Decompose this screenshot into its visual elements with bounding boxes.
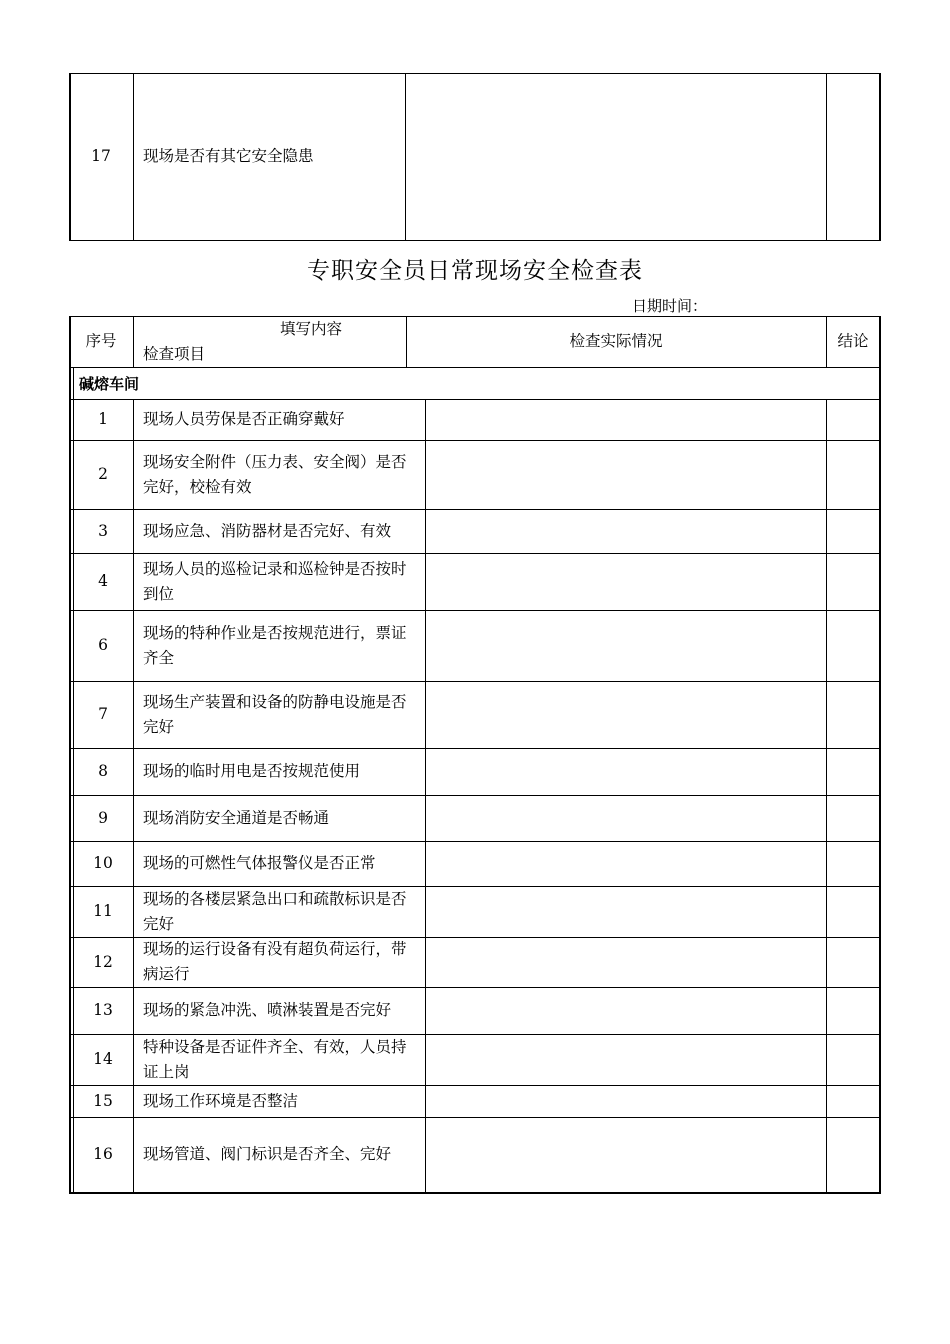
row-conclusion-field[interactable] — [827, 1117, 879, 1192]
prev-row-item: 现场是否有其它安全隐患 — [143, 147, 314, 165]
date-label: 日期时间： — [632, 297, 708, 315]
row-check-item: 现场消防安全通道是否畅通 — [143, 808, 330, 827]
row-actual-field[interactable] — [426, 553, 826, 610]
row-number: 13 — [93, 1001, 113, 1019]
row-number: 7 — [98, 705, 108, 723]
row-check-item: 现场工作环境是否整洁 — [143, 1091, 299, 1110]
row-number: 15 — [93, 1091, 113, 1110]
row-conclusion-field[interactable] — [827, 440, 879, 509]
row-conclusion-field[interactable] — [827, 987, 879, 1034]
row-conclusion-field[interactable] — [827, 886, 879, 937]
row-actual-field[interactable] — [426, 937, 826, 987]
row-check-item: 现场管道、阀门标识是否齐全、完好 — [143, 1145, 392, 1163]
row-conclusion-field[interactable] — [827, 795, 879, 841]
row-number: 8 — [98, 762, 108, 780]
row-number: 3 — [98, 521, 108, 540]
header-actual: 检查实际情况 — [569, 332, 663, 350]
row-check-item: 现场的可燃性气体报警仪是否正常 — [143, 854, 376, 872]
row-actual-field[interactable] — [426, 748, 826, 795]
row-actual-field[interactable] — [426, 610, 826, 681]
header-fill-content: 填写内容 — [280, 320, 343, 338]
row-check-item: 现场的特种作业是否按规范进行，票证齐全 — [143, 623, 407, 667]
row-check-item: 现场应急、消防器材是否完好、有效 — [143, 521, 392, 540]
row-conclusion-field[interactable] — [827, 748, 879, 795]
header-conclusion: 结论 — [837, 332, 869, 350]
row-number: 16 — [93, 1145, 113, 1163]
row-number: 14 — [93, 1050, 113, 1068]
row-actual-field[interactable] — [426, 1117, 826, 1192]
row-conclusion-field[interactable] — [827, 509, 879, 553]
row-actual-field[interactable] — [426, 1034, 826, 1085]
header-check-item: 检查项目 — [143, 345, 206, 363]
row-number: 2 — [98, 465, 108, 483]
row-check-item: 现场人员的巡检记录和巡检钟是否按时到位 — [143, 559, 407, 603]
section-title: 碱熔车间 — [79, 375, 140, 393]
row-check-item: 现场的临时用电是否按规范使用 — [143, 762, 361, 780]
row-actual-field[interactable] — [426, 841, 826, 886]
row-check-item: 现场的紧急冲洗、喷淋装置是否完好 — [143, 1001, 392, 1019]
row-actual-field[interactable] — [426, 795, 826, 841]
row-number: 1 — [98, 410, 108, 428]
row-actual-field[interactable] — [426, 681, 826, 748]
row-divider — [69, 1192, 881, 1194]
prev-row-number: 17 — [91, 147, 111, 165]
row-check-item: 现场人员劳保是否正确穿戴好 — [143, 410, 345, 428]
row-conclusion-field[interactable] — [827, 681, 879, 748]
row-number: 4 — [98, 572, 108, 590]
row-conclusion-field[interactable] — [827, 1034, 879, 1085]
row-number: 10 — [93, 854, 113, 872]
row-actual-field[interactable] — [426, 399, 826, 440]
row-number: 11 — [93, 902, 113, 920]
row-conclusion-field[interactable] — [827, 553, 879, 610]
row-conclusion-field[interactable] — [827, 399, 879, 440]
row-number: 12 — [93, 952, 113, 971]
row-number: 9 — [98, 808, 108, 827]
header-seq: 序号 — [85, 332, 117, 350]
row-check-item: 现场的各楼层紧急出口和疏散标识是否完好 — [143, 889, 407, 933]
row-number: 6 — [98, 636, 108, 654]
row-check-item: 现场的运行设备有没有超负荷运行，带病运行 — [143, 940, 407, 983]
row-actual-field[interactable] — [426, 440, 826, 509]
row-check-item: 现场生产装置和设备的防静电设施是否完好 — [143, 692, 407, 736]
row-conclusion-field[interactable] — [827, 937, 879, 987]
row-actual-field[interactable] — [426, 987, 826, 1034]
row-actual-field[interactable] — [426, 509, 826, 553]
page-title: 专职安全员日常现场安全检查表 — [307, 258, 643, 284]
row-check-item: 现场安全附件（压力表、安全阀）是否完好，校检有效 — [143, 452, 407, 496]
row-check-item: 特种设备是否证件齐全、有效，人员持证上岗 — [143, 1037, 407, 1081]
row-conclusion-field[interactable] — [827, 1085, 879, 1117]
row-conclusion-field[interactable] — [827, 610, 879, 681]
row-conclusion-field[interactable] — [827, 841, 879, 886]
row-actual-field[interactable] — [426, 886, 826, 937]
row-actual-field[interactable] — [426, 1085, 826, 1117]
